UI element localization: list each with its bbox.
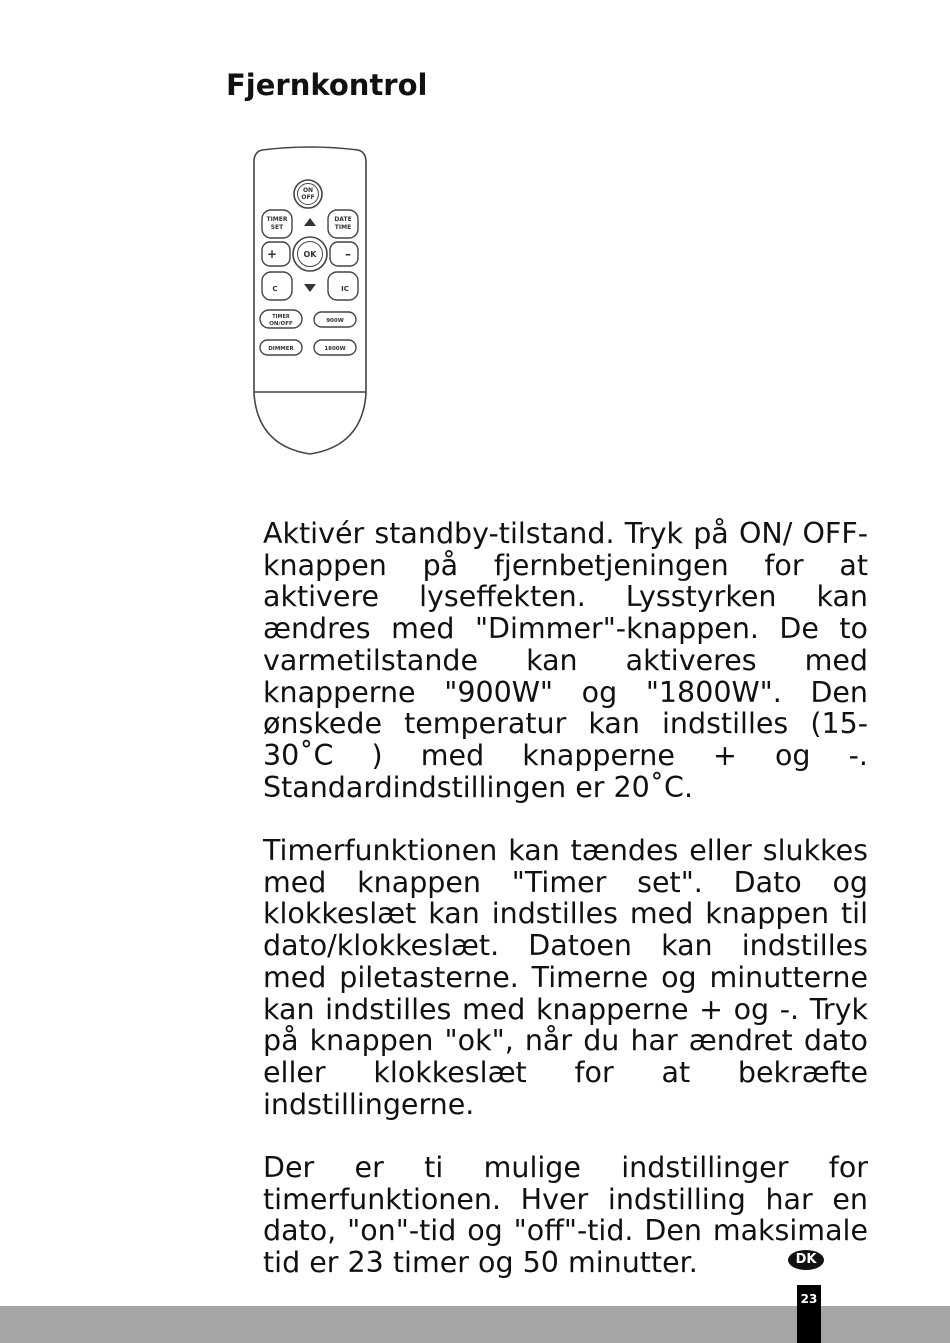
instruction-text xyxy=(263,518,868,1279)
1800w-label: 1800W xyxy=(324,346,346,352)
date-time-label-bottom: TIME xyxy=(334,224,352,231)
timer-on-off-label-bottom: ON/OFF xyxy=(269,321,293,327)
ic-label: IC xyxy=(341,285,349,293)
page-number: 23 xyxy=(800,1292,818,1306)
timer-on-off-label-top: TIMER xyxy=(272,314,290,320)
minus-label: – xyxy=(345,247,351,261)
900w-label: 900W xyxy=(326,318,344,324)
date-time-label-top: DATE xyxy=(334,216,352,223)
plus-label: + xyxy=(266,247,278,261)
timer-set-label-bottom: SET xyxy=(270,224,284,231)
language-badge: DK xyxy=(788,1250,824,1270)
paragraph-standby-heat-temperature: Aktivér standby-tilstand. Tryk på ON/ OFF-knappen på fjernbetjeningen for at aktivere lyseffekten. Lysstyrken kan ændres med "Dimmer"-knappen. De to varmetilstande kan aktiveres med knapperne "900W" og "1800W". Den ønskede temperatur kan indstilles (15-30˚C ) med knapperne + og -. Standardindstillingen er 20˚C. xyxy=(263,517,868,804)
page-title: Fjernkontrol xyxy=(226,68,428,102)
page-number-tab xyxy=(797,1285,821,1343)
minus-button xyxy=(330,242,358,266)
celsius-label: C xyxy=(272,285,278,293)
on-off-label-bottom: OFF xyxy=(301,194,315,201)
paragraph-timer-date-time: Timerfunktionen kan tændes eller slukkes med knappen "Timer set". Dato og klokkeslæt kan indstilles med knappen til dato/klokkeslæt. Datoen kan indstilles med piletasterne. Timerne og minutterne kan indstilles med knapperne + og -. Tryk på knappen "ok", når du har ændret dato eller klokkeslæt for at bekræfte indstillingerne. xyxy=(263,834,868,1121)
timer-set-label-top: TIMER xyxy=(266,216,288,223)
on-off-label-top: ON xyxy=(302,187,314,194)
ok-label: OK xyxy=(303,250,317,259)
dimmer-label: DIMMER xyxy=(268,346,294,352)
remote-control-illustration xyxy=(248,146,372,458)
paragraph-timer-settings: Der er ti mulige indstillinger for timerfunktionen. Hver indstilling har en dato, "on"-tid og "off"-tid. Den maksimale tid er 23 timer og 50 minutter. xyxy=(263,1151,868,1280)
